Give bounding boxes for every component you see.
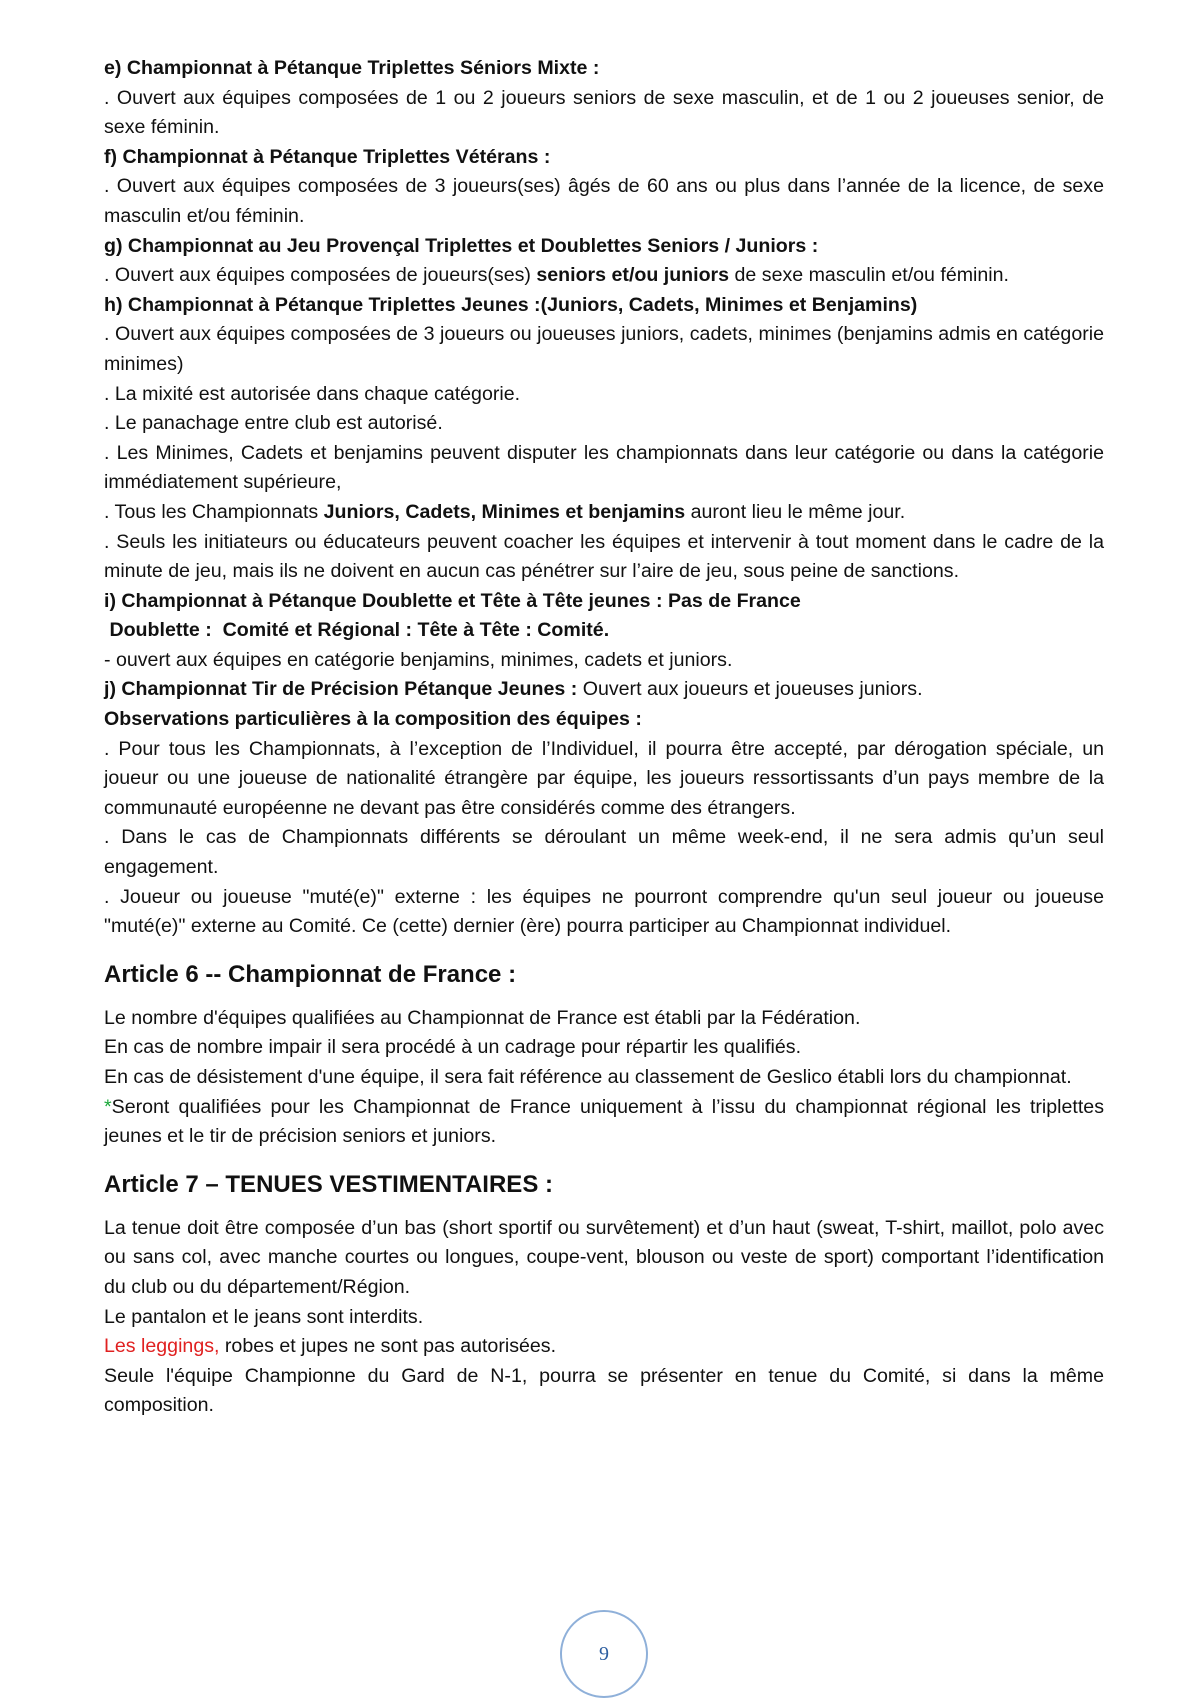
article-6-line4-text: Seront qualifiées pour les Championnat de France uniquement à l’issu du championnat régional les triplettes jeunes et le tir de précision seniors et juniors. xyxy=(104,1095,1104,1148)
section-i-text: - ouvert aux équipes en catégorie benjamins, minimes, cadets et juniors. xyxy=(104,648,733,671)
section-g-text xyxy=(104,261,1104,291)
observations-paragraph: . Dans le cas de Championnats différents se déroulant un même week-end, il ne sera admis qu’un seul engagement. xyxy=(104,826,1104,879)
section-g-text-a: . Ouvert aux équipes composées de joueurs(ses) xyxy=(104,264,537,287)
article-6-line: Le nombre d'équipes qualifiées au Championnat de France est établi par la Fédération. xyxy=(104,1006,861,1029)
section-h-line5-a: . Tous les Championnats xyxy=(104,500,324,523)
section-h-line: . Les Minimes, Cadets et benjamins peuvent disputer les championnats dans leur catégorie ou dans la catégorie immédiatement supérieure, xyxy=(104,441,1104,494)
article-6-title: Article 6 -- Championnat de France : xyxy=(104,960,517,988)
section-h-line5-bold: Juniors, Cadets, Minimes et benjamins xyxy=(323,500,686,523)
section-h-line: . La mixité est autorisée dans chaque catégorie. xyxy=(104,382,521,405)
section-h-line5-c: auront lieu le même jour. xyxy=(685,500,906,523)
section-i-heading: i) Championnat à Pétanque Doublette et Tête à Tête jeunes : Pas de France xyxy=(104,589,801,612)
section-f-text: . Ouvert aux équipes composées de 3 joueurs(ses) âgés de 60 ans ou plus dans l’année de la licence, de sexe masculin et/ou féminin. xyxy=(104,175,1104,227)
section-h-line: . Seuls les initiateurs ou éducateurs peuvent coacher les équipes et intervenir à tout moment dans le cadre de la minute de jeu, mais ils ne doivent en aucun cas pénétrer sur l’aire de jeu, sous peine de sanctions. xyxy=(104,530,1104,583)
article-7-line xyxy=(104,1332,1104,1362)
section-e-text: . Ouvert aux équipes composées de 1 ou 2 joueurs seniors de sexe masculin, et de 1 ou 2 joueuses senior, de sexe féminin. xyxy=(104,86,1104,139)
article-7-line3-rest: robes et jupes ne sont pas autorisées. xyxy=(219,1335,557,1358)
asterisk-marker: * xyxy=(104,1095,112,1118)
section-i-subheading: Doublette : Comité et Régional : Tête à Tête : Comité. xyxy=(104,619,610,642)
document-page xyxy=(104,54,1104,1421)
section-h-line: . Le panachage entre club est autorisé. xyxy=(104,412,443,435)
section-g-text-bold: seniors et/ou juniors xyxy=(536,264,730,287)
observations-paragraph: . Joueur ou joueuse "muté(e)" externe : les équipes ne pourront comprendre qu'un seul joueur ou joueuse "muté(e)" externe au Comité. Ce (cette) dernier (ère) pourra participer au Championnat individuel. xyxy=(104,885,1104,938)
section-j-heading: j) Championnat Tir de Précision Pétanque Jeunes : xyxy=(104,678,578,701)
leggings-highlight: Les leggings, xyxy=(104,1335,220,1358)
section-j-text: Ouvert aux joueurs et joueuses juniors. xyxy=(577,678,923,701)
section-j xyxy=(104,675,1104,705)
section-h-line xyxy=(104,498,1104,528)
section-g-text-c: de sexe masculin et/ou féminin. xyxy=(729,264,1009,287)
article-6-line: En cas de nombre impair il sera procédé à un cadrage pour répartir les qualifiés. xyxy=(104,1036,802,1059)
article-7-line: Seule l'équipe Championne du Gard de N-1, pourra se présenter en tenue du Comité, si dans la même composition. xyxy=(104,1364,1104,1417)
section-e-heading: e) Championnat à Pétanque Triplettes Séniors Mixte : xyxy=(104,57,600,79)
page-number: 9 xyxy=(560,1610,648,1698)
article-6-line xyxy=(104,1093,1104,1152)
section-h-line: . Ouvert aux équipes composées de 3 joueurs ou joueuses juniors, cadets, minimes (benjamins admis en catégorie minimes) xyxy=(104,323,1104,375)
article-6-line: En cas de désistement d'une équipe, il sera fait référence au classement de Geslico établi lors du championnat. xyxy=(104,1066,1072,1088)
section-h-heading: h) Championnat à Pétanque Triplettes Jeunes :(Juniors, Cadets, Minimes et Benjamins) xyxy=(104,293,918,316)
article-7-line: La tenue doit être composée d’un bas (short sportif ou survêtement) et d’un haut (sweat, T-shirt, maillot, polo avec ou sans col, avec manche courtes ou longues, coupe-vent, blouson ou veste de sport) comportant l’identification du club ou du département/Région. xyxy=(104,1216,1104,1298)
article-7-title: Article 7 – TENUES VESTIMENTAIRES : xyxy=(104,1170,553,1198)
observations-paragraph: . Pour tous les Championnats, à l’exception de l’Individuel, il pourra être accepté, par dérogation spéciale, un joueur ou une joueuse de nationalité étrangère par équipe, les joueurs ressortissants d’un pays membre de la communauté européenne ne devant pas être considérés comme des étrangers. xyxy=(104,737,1104,819)
section-g-heading: g) Championnat au Jeu Provençal Triplettes et Doublettes Seniors / Juniors : xyxy=(104,234,819,257)
observations-heading: Observations particulières à la composition des équipes : xyxy=(104,708,642,731)
article-7-line: Le pantalon et le jeans sont interdits. xyxy=(104,1305,424,1328)
section-f-heading: f) Championnat à Pétanque Triplettes Vétérans : xyxy=(104,145,551,168)
